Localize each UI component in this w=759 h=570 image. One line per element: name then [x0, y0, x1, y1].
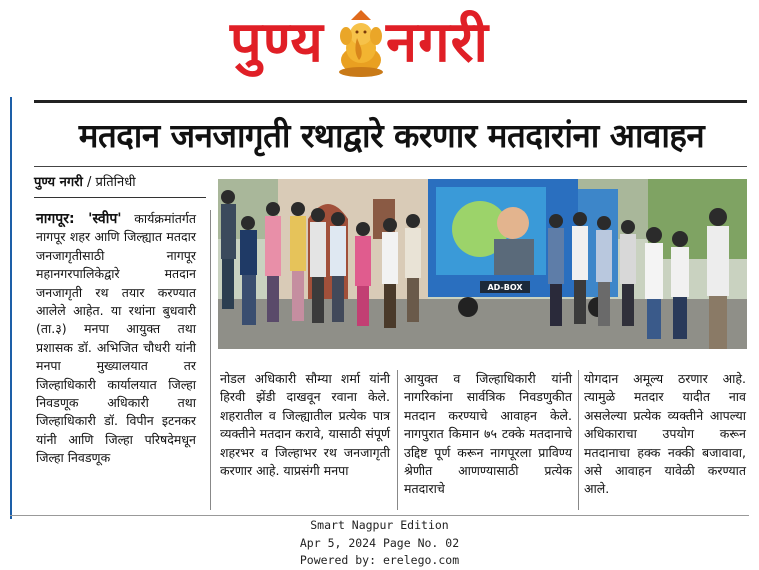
vehicle-label: AD-BOX: [487, 283, 523, 292]
masthead: [0, 0, 759, 97]
page-margin-rule: [10, 97, 12, 519]
column-separator: [210, 210, 211, 510]
article-column-2: नोडल अधिकारी सौम्या शर्मा यांनी हिरवी झेंडी दाखवून रवाना केले. शहरातील व जिल्ह्यातील प्रत्येक पात्र व्यक्तीने मतदान करावे, यासाठी संपूर्ण शहरभर व जिल्हाभर रथ जनजागृती करणार आहे. याप्रसंगी मनपा: [220, 371, 390, 479]
column-separator: [397, 370, 398, 510]
footer-edition: Smart Nagpur Edition: [310, 518, 449, 532]
byline-separator: /: [82, 175, 96, 190]
page-footer: [0, 517, 759, 570]
headline-bottom-rule: [34, 166, 747, 167]
article-column-1-text: कार्यक्रमांतर्गत नागपूर शहर आणि जिल्ह्यात मतदार जनजागृतीसाठी नागपूर महानगरपालिकेद्वारे मतदान जनजागृती रथ तयार करण्यात आलेले आहेत. या रथांना बुधवारी (ता.३) मनपा आयुक्त तथा प्रशासक डॉ. अभिजित चौधरी यांनी मनपा मुख्यालयात तर जिल्हाधिकारी कार्यालयात जिल्हा निवडणूक अधिकारी तथा जिल्हाधिकारी डॉ. विपीन इटनकर यांनी आणि जिल्हा परिषदेमधून जिल्हा निवडणूक: [36, 211, 196, 466]
article-headline: मतदान जनजागृती रथाद्वारे करणार मतदारांना आवाहन: [78, 116, 705, 155]
footer-rule: [10, 515, 749, 516]
photo-illustration: [218, 179, 747, 349]
byline: [34, 174, 136, 192]
article-column-3: आयुक्त व जिल्हाधिकारी यांनी नागरिकांना सार्वत्रिक निवडणुकीत मतदान करण्याचे आवाहन केले. नागपुरात किमान ७५ टक्के मतदानाचे उद्दिष्ट पूर्ण करून नागपूरला प्राविण्य श्रेणीत आणण्यासाठी प्रत्येक मतदाराचे: [404, 371, 572, 497]
article-column-4: योगदान अमूल्य ठरणार आहे. त्यामुळे मतदार यादीत नाव असलेल्या प्रत्येक व्यक्तीने आपल्या अधिकाराचा उपयोग करून मतदानाचा हक्क नक्की बजावावा, असे आवाहन यावेळी करण्यात आले.: [584, 371, 746, 497]
column-separator: [578, 370, 579, 510]
logo-text-left: पुण्य: [230, 10, 324, 75]
footer-powered-by[interactable]: Powered by: erelego.com: [299, 553, 460, 567]
ganesha-logo-icon: [337, 8, 385, 78]
article-photo: [218, 179, 747, 349]
byline-role: प्रतिनिधी: [95, 175, 136, 190]
footer-date-page: Apr 5, 2024 Page No. 02: [299, 535, 460, 550]
headline-top-rule: [34, 100, 747, 103]
byline-paper: पुण्य नगरी: [34, 175, 83, 190]
byline-rule: [34, 197, 206, 198]
article-column-1: [36, 210, 196, 468]
article-dateline: नागपूर: 'स्वीप': [36, 211, 122, 227]
logo-text-right: नगरी: [386, 10, 490, 75]
